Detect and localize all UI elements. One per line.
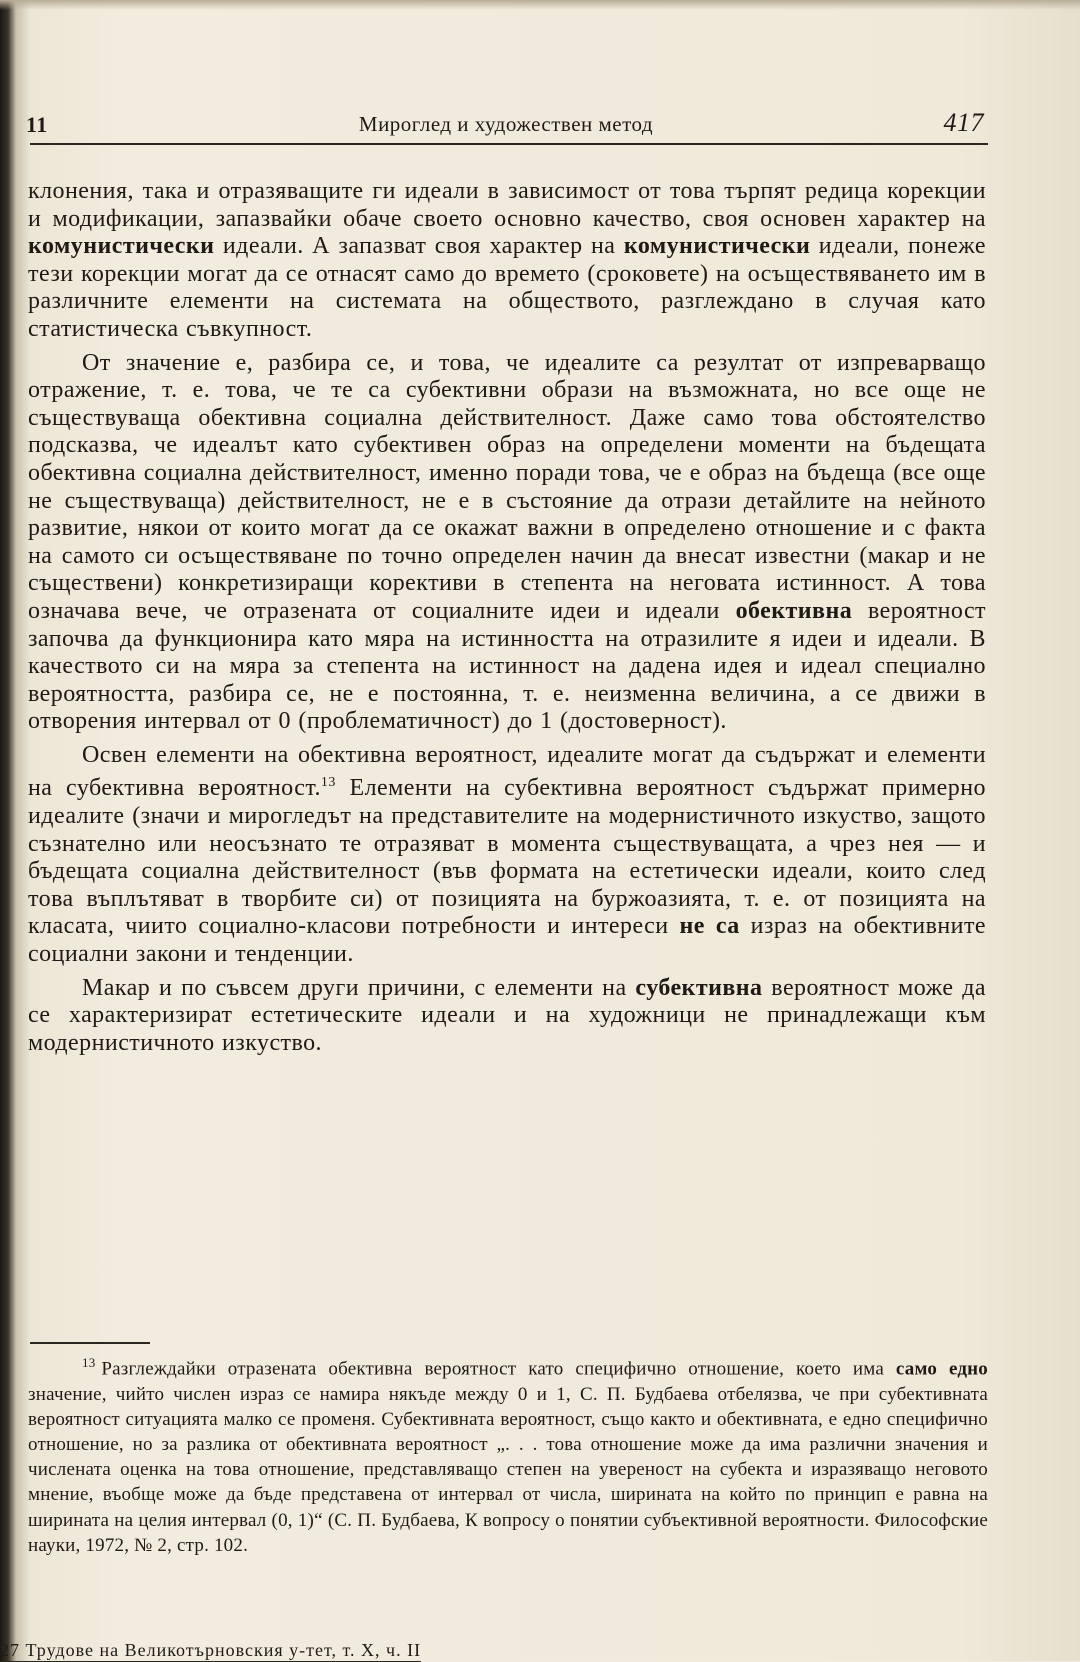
signature-text: 27 Трудове на Великотърновския у-тет, т. X, ч. II	[0, 1640, 422, 1660]
emphasis-text: комунистически	[623, 233, 811, 260]
footnote-text	[28, 1358, 988, 1555]
paragraph	[28, 350, 986, 736]
emphasis-text: субективна	[635, 974, 763, 1001]
text-run: вероятност може да се характеризират естетическите идеали и на художници не принадлежащи към модернистичното изкуство.	[28, 974, 987, 1056]
footnote-13	[28, 1350, 988, 1558]
text-run: Макар и по съвсем други причини, с елементи на	[82, 974, 636, 1001]
signature-line	[0, 1640, 560, 1662]
emphasis-text: обективна	[735, 597, 853, 624]
paragraph	[28, 178, 986, 344]
text-run: Елементи на субективна вероятност съдържат примерно идеалите (значи и мирогледът на представителите на модернистичното изкуство, защото съзнателно или неосъзнато те отразяват в момента съществуващата, а чрез нея — и бъдещата социална действителност (във формата на естетически идеали, които след това въплътяват в творбите си) от позицията на буржоазията, т. е. от позицията на класата, чиито социално-класови потребности и интереси	[28, 775, 986, 940]
text-run: От значение е, разбира се, и това, че идеалите са резултат от изпреварващо отражение, т. е. това, че те са субективни образи на възможната, но все още не съществуваща обективна социална действителност. Даже само това обстоятелство подсказва, че идеалът като субективен образ на определени моменти на бъдещата обективна социална действителност, именно поради това, че е образ на бъдеща (все още не съществуваща) действителност, не е в състояние да отрази детайлите на нейното развитие, някои от които могат да се окажат важни в определено отношение и с факта на самото си осъществяване по точно определен начин да внесат известни (макар и не съществени) конкретизиращи корективи в степента на неговата истинност. А това означава вече, че отразената от социалните идеи и идеали	[28, 349, 986, 624]
paragraph	[28, 742, 986, 969]
emphasis-text: само едно	[895, 1358, 988, 1380]
header-volume-mark: 11	[26, 112, 48, 137]
text-run: вероятност започва да функционира като мяра на истинността на отразилите я идеи и идеали. В качеството си на мяра за степента на истинност на дадена идея и идеал специално вероятността, разбира се, не е постоянна, т. е. неизменна величина, а се движи в отворения интервал от 0 (проблематичност) до 1 (достоверност).	[28, 597, 986, 735]
footnote-rule	[30, 1342, 150, 1344]
text-run: клонения, така и отразяващите ги идеали в зависимост от това търпят редица корекции и модификации, запазвайки обаче своето основно качество, своя основен характер на	[28, 178, 986, 232]
text-run: идеали. А запазват своя характер на	[214, 233, 624, 260]
footnote-ref: 13	[320, 775, 336, 791]
text-run: идеали, понеже тези корекции могат да се отнасят само до времето (сроковете) на осъществяването им в различните елементи на системата на обществото, разглеждано в случая като статистическа съвкупност.	[28, 233, 986, 342]
emphasis-text: комунистически	[28, 233, 215, 260]
page-number: 417	[943, 108, 984, 137]
paragraph	[28, 975, 986, 1058]
header-title: Мироглед и художествен метод	[358, 112, 654, 136]
text-run: значение, чийто числен израз се намира някъде между 0 и 1, С. П. Будбаева отбелязва, че при субективната вероятност ситуацията малко се променя. Субективната вероятност, също както и обективната, е едно специфично отношение, но за разлика от обективната вероятност „. . . това отношение може да има различни значения и числената оценка на това отношение, представляващо степен на увереност на субекта и изразяващо неговото мнение, въобще може да бъде представена от интервал от числа, ширината на който по принцип е равна на ширината на целия интервал (0, 1)“ (С. П. Будбаева, К вопросу о понятии субъективной вероятности. Философские науки, 1972, № 2, стр. 102.	[28, 1383, 988, 1556]
running-header	[22, 108, 990, 148]
top-edge-shadow	[0, 0, 1080, 10]
emphasis-text: не са	[679, 913, 740, 940]
footnote-number: 13	[82, 1355, 96, 1370]
header-rule	[30, 143, 988, 145]
text-run: Разглеждайки отразената обективна вероятност като специфично отношение, което има	[101, 1358, 896, 1380]
text-run: израз на обективните социални закони и тенденции.	[28, 913, 986, 968]
text-run: Освен елементи на обективна вероятност, идеалите могат да съдържат и елементи на субективна вероятност.	[28, 741, 986, 802]
body-text	[28, 178, 986, 1057]
